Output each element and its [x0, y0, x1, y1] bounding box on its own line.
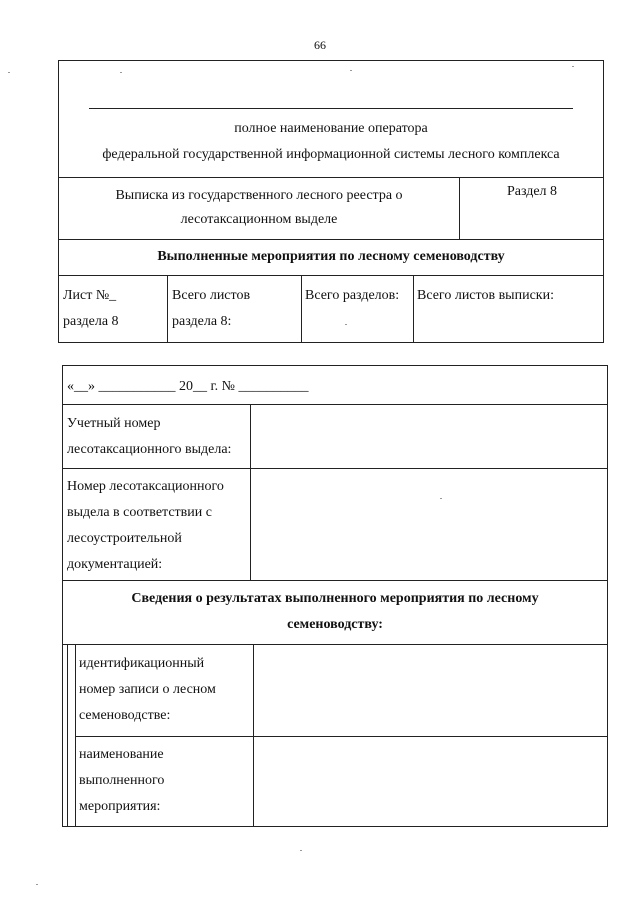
scan-speck [350, 70, 352, 71]
scan-speck [300, 850, 302, 851]
section-title: Выполненные мероприятия по лесному семеноводству [157, 249, 505, 264]
scan-speck [440, 498, 442, 499]
account-number-label-line1: Учетный номер [67, 416, 161, 431]
account-number-label-line2: лесотаксационного выдела: [67, 442, 232, 457]
record-id-field[interactable] [254, 645, 607, 735]
total-extract-sheets-label: Всего листов выписки: [417, 288, 554, 303]
section-label: Раздел 8 [506, 184, 558, 199]
doc-number-label-line3: лесоустроительной [67, 531, 182, 546]
scan-speck [572, 66, 574, 67]
activity-name-label-line2: выполненного [79, 773, 165, 788]
record-id-label-line1: идентификационный [79, 656, 205, 671]
record-id-label-line2: номер записи о лесном [79, 682, 216, 697]
doc-number-field[interactable] [251, 469, 607, 579]
total-sheets-line2: раздела 8: [172, 314, 232, 329]
account-number-field[interactable] [251, 405, 607, 467]
doc-number-label-line2: выдела в соответствии с [67, 505, 212, 520]
scan-speck [8, 72, 10, 73]
sheet-no-line1: Лист №_ [63, 288, 117, 303]
total-sheets-line1: Всего листов [172, 288, 251, 303]
extract-header-box [58, 60, 604, 343]
results-title-line1: Сведения о результатах выполненного мероприятия по лесному [131, 591, 539, 606]
extract-title-line1: Выписка из государственного лесного реестра о [115, 188, 403, 203]
date-number-line[interactable]: «__» ___________ 20__ г. № __________ [67, 379, 309, 394]
operator-name-blank-line[interactable] [89, 108, 573, 109]
extract-title-line2: лесотаксационном выделе [180, 212, 338, 227]
record-id-label-line3: семеноводстве: [79, 708, 171, 723]
total-sections-label: Всего разделов: [305, 288, 400, 303]
operator-caption-line2: федеральной государственной информационной системы лесного комплекса [102, 147, 560, 162]
scan-speck [120, 72, 122, 73]
scan-speck [36, 884, 38, 885]
activity-name-label-line1: наименование [79, 747, 164, 762]
doc-number-label-line1: Номер лесотаксационного [67, 479, 224, 494]
operator-caption-line1: полное наименование оператора [234, 121, 428, 136]
results-title-line2: семеноводству: [287, 617, 383, 632]
scan-speck [345, 324, 347, 325]
sheet-no-line2: раздела 8 [63, 314, 119, 329]
activity-name-field[interactable] [254, 737, 607, 825]
extract-form-box [62, 365, 608, 827]
page-number: 66 [314, 38, 326, 52]
doc-number-label-line4: документацией: [67, 557, 163, 572]
activity-name-label-line3: мероприятия: [79, 799, 161, 814]
